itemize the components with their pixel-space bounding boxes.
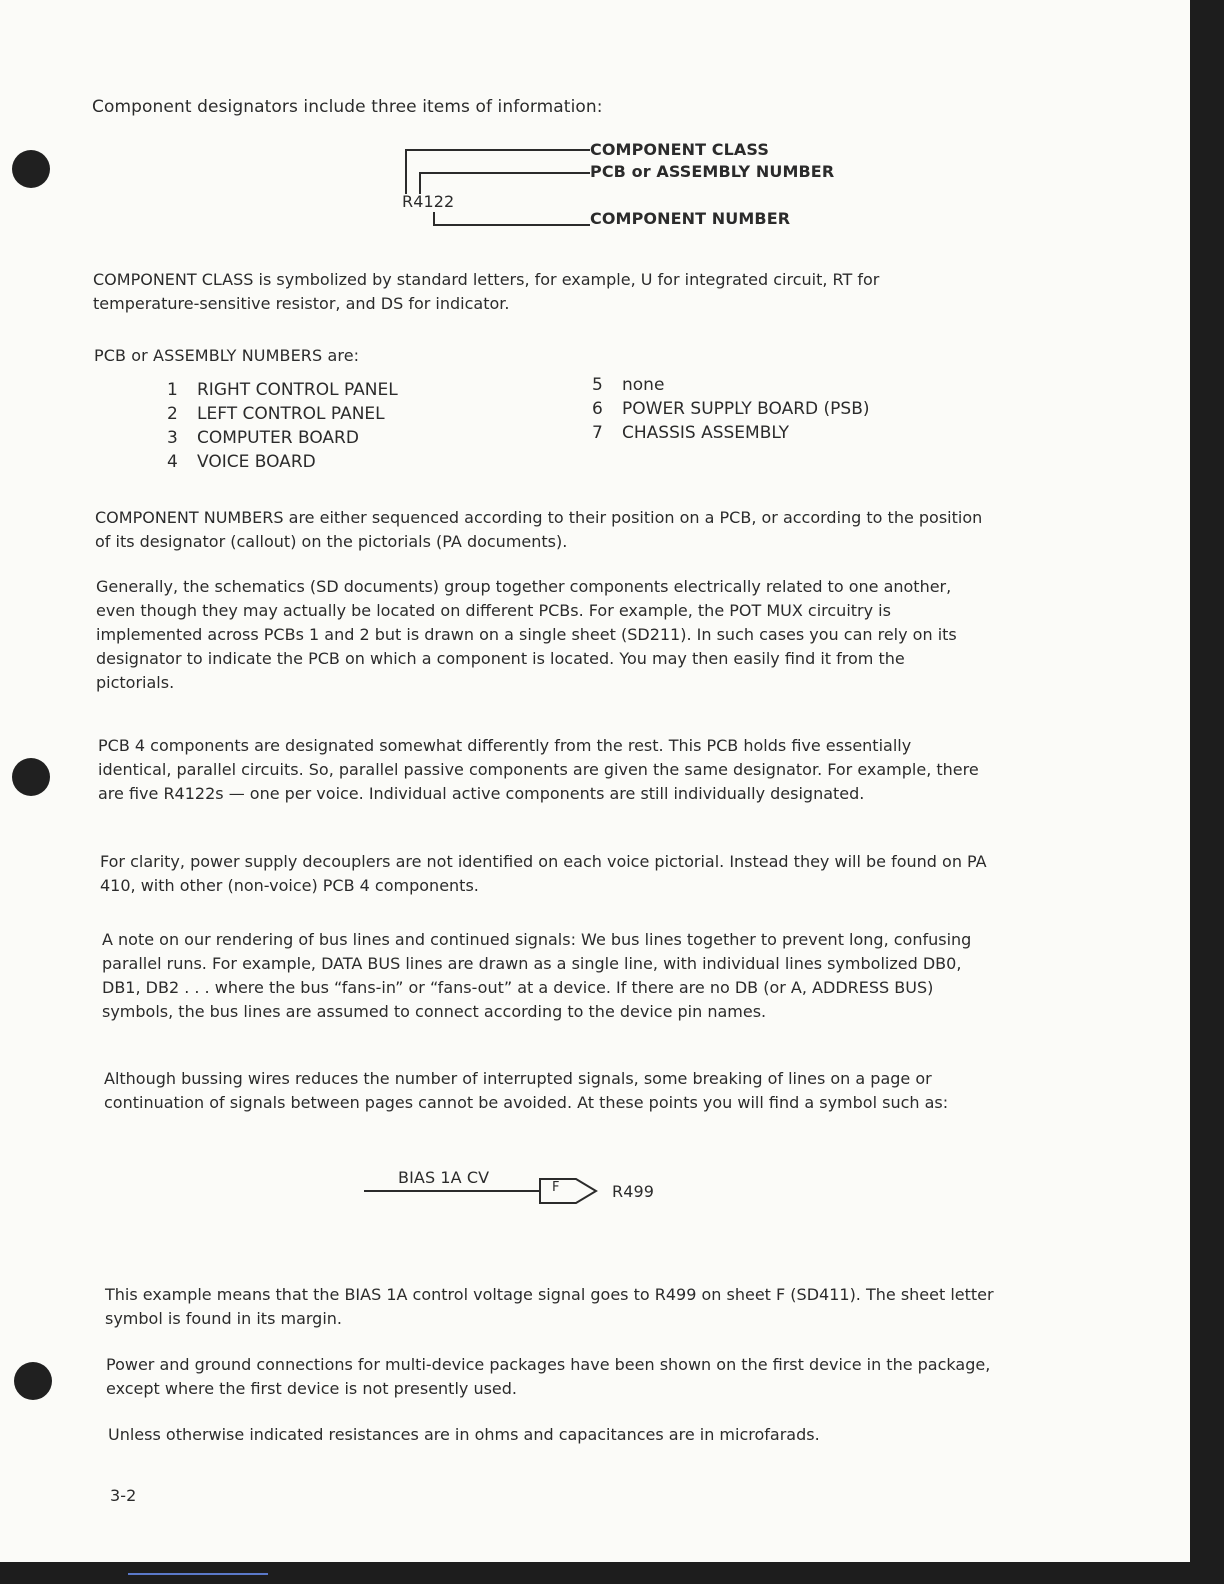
sheet-letter: F xyxy=(552,1180,560,1195)
binder-hole-bottom xyxy=(14,1362,52,1400)
designator-example: R4122 xyxy=(402,192,455,211)
class-bracket-vertical xyxy=(405,149,407,194)
binder-hole-top xyxy=(12,150,50,188)
scan-edge-right xyxy=(1190,0,1224,1584)
page-number: 3-2 xyxy=(110,1486,137,1505)
offsheet-connector xyxy=(364,1174,604,1208)
pcb-assembly-label: PCB or ASSEMBLY NUMBER xyxy=(590,162,835,181)
power-ground-paragraph: Power and ground connections for multi-device packages have been shown on the first device in the package, except where the first device is not presently used. xyxy=(106,1355,991,1398)
pcb-list-left xyxy=(167,378,398,474)
intro-text: Component designators include three items of information: xyxy=(92,97,603,117)
binder-hole-middle xyxy=(12,758,50,796)
pcb-list-item: 1 RIGHT CONTROL PANEL xyxy=(167,380,398,400)
pcb-list-item: 7 CHASSIS ASSEMBLY xyxy=(592,423,789,443)
pcb-bracket-horizontal xyxy=(419,172,590,174)
signal-name: BIAS 1A CV xyxy=(398,1168,490,1187)
decouplers-paragraph: For clarity, power supply decouplers are not identified on each voice pictorial. Instead they will be found on PA 410, with other (non-voice) PCB 4 components. xyxy=(100,852,987,895)
sheet-arrow-icon xyxy=(540,1179,596,1203)
pcb-list-item: 2 LEFT CONTROL PANEL xyxy=(167,404,385,424)
pcb-numbers-heading: PCB or ASSEMBLY NUMBERS are: xyxy=(94,346,360,365)
schematics-paragraph: Generally, the schematics (SD documents) group together components electrically related to one another, even though they may actually be located on different PCBs. For example, the POT MUX circuitry is implemented across PCBs 1 and 2 but is drawn on a single sheet (SD211). In such cases you can rely on its designator to indicate the PCB on which a component is located. You may then easily find it from the pictorials. xyxy=(96,577,957,692)
scan-edge-accent xyxy=(128,1573,268,1575)
component-numbers-paragraph: COMPONENT NUMBERS are either sequenced according to their position on a PCB, or according to the position of its designator (callout) on the pictorials (PA documents). xyxy=(95,508,983,551)
component-class-label: COMPONENT CLASS xyxy=(590,140,769,159)
pcb4-paragraph: PCB 4 components are designated somewhat differently from the rest. This PCB holds five essentially identical, parallel circuits. So, parallel passive components are given the same designator. For example, there are five R4122s — one per voice. Individual active components are still individually designated. xyxy=(98,736,979,803)
bussing-paragraph: Although bussing wires reduces the number of interrupted signals, some breaking of lines on a page or continuation of signals between pages cannot be avoided. At these points you will find a symbol such as: xyxy=(104,1069,949,1112)
pcb-list-right xyxy=(592,373,870,445)
example-meaning-paragraph: This example means that the BIAS 1A control voltage signal goes to R499 on sheet F (SD411). The sheet letter symbol is found in its margin. xyxy=(105,1285,994,1328)
component-number-label: COMPONENT NUMBER xyxy=(590,209,791,228)
number-bracket-horizontal xyxy=(433,224,590,226)
pcb-list-item: 3 COMPUTER BOARD xyxy=(167,428,359,448)
target-designator: R499 xyxy=(612,1182,655,1201)
class-bracket-horizontal xyxy=(405,149,590,151)
pcb-list-item: 6 POWER SUPPLY BOARD (PSB) xyxy=(592,399,870,419)
pcb-list-item: 4 VOICE BOARD xyxy=(167,452,316,472)
units-paragraph: Unless otherwise indicated resistances are in ohms and capacitances are in microfarads. xyxy=(108,1425,820,1444)
component-class-paragraph: COMPONENT CLASS is symbolized by standard letters, for example, U for integrated circuit, RT for temperature-sensitive resistor, and DS for indicator. xyxy=(93,270,880,313)
pcb-list-item: 5 none xyxy=(592,375,665,395)
bus-lines-paragraph: A note on our rendering of bus lines and continued signals: We bus lines together to prevent long, confusing parallel runs. For example, DATA BUS lines are drawn as a single line, with individual lines symbolized DB0, DB1, DB2 . . . where the bus “fans-in” or “fans-out” at a device. If there are no DB (or A, ADDRESS BUS) symbols, the bus lines are assumed to connect according to the device pin names. xyxy=(102,930,972,1021)
